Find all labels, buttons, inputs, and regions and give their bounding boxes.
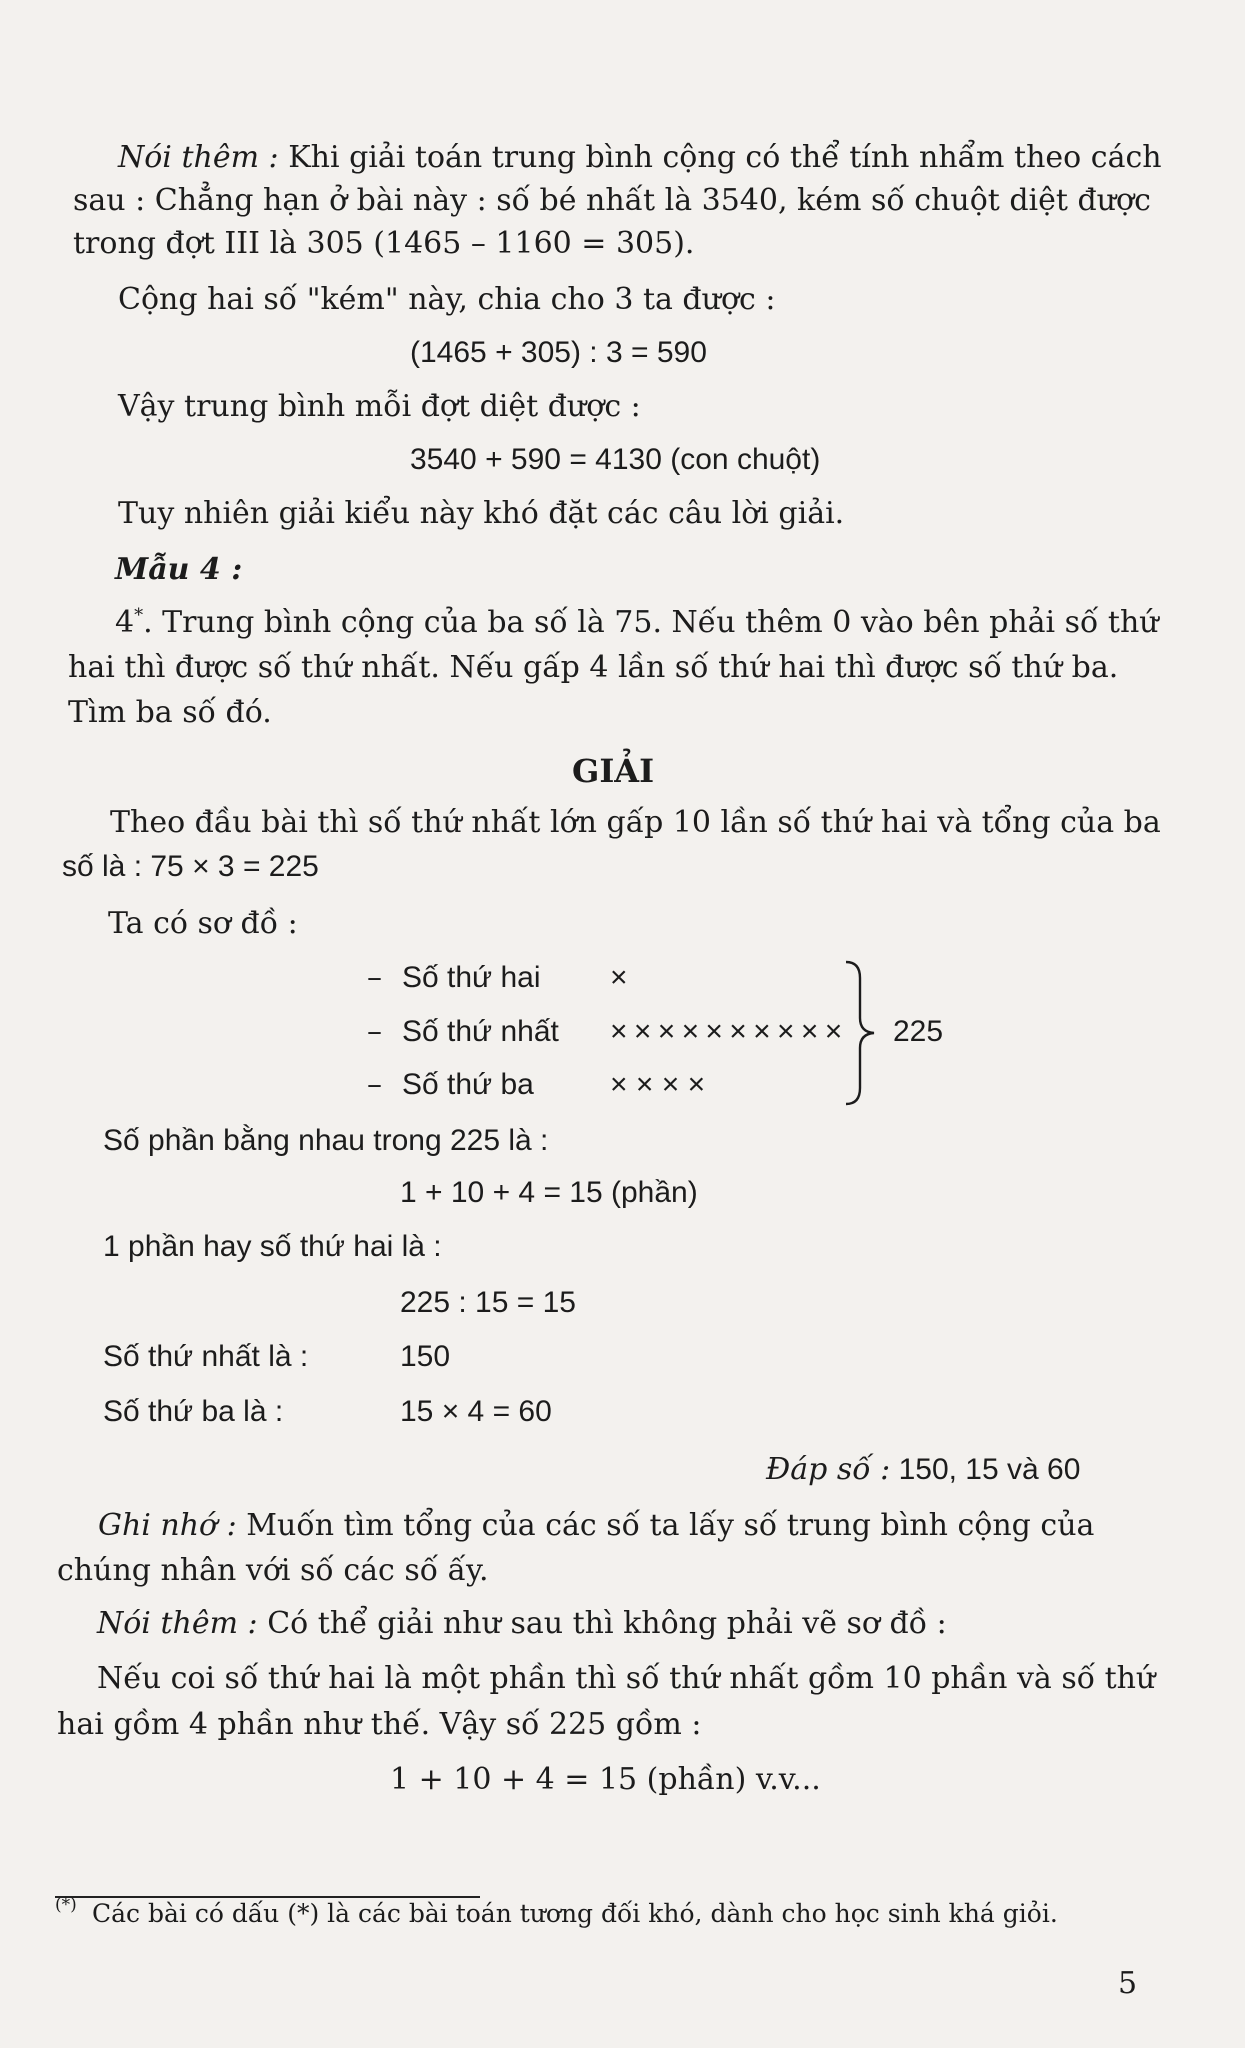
- diagram-label: Số thứ ba: [402, 1068, 534, 1101]
- diagram-label: Số thứ hai: [402, 961, 541, 994]
- note-label: Nói thêm :: [118, 140, 279, 175]
- equation: 3540 + 590 = 4130 (con chuột): [410, 443, 821, 476]
- footnote: Các bài có dấu (*) là các bài toán tương đối khó, dành cho học sinh khá giỏi.: [92, 1899, 1058, 1928]
- diagram-dash: –: [367, 1067, 382, 1102]
- equation: (1465 + 305) : 3 = 590: [410, 336, 707, 369]
- problem-number: 4: [115, 605, 135, 640]
- paragraph: Cộng hai số "kém" này, chia cho 3 ta được :: [118, 282, 776, 317]
- paragraph: Tuy nhiên giải kiểu này khó đặt các câu lời giải.: [118, 496, 845, 531]
- step-text: 1 phần hay số thứ hai là :: [103, 1230, 442, 1263]
- problem-line-1: 4*. Trung bình cộng của ba số là 75. Nếu thêm 0 vào bên phải số thứ: [115, 605, 1159, 640]
- paragraph: hai gồm 4 phần như thế. Vậy số 225 gồm :: [57, 1707, 702, 1742]
- diagram-intro: Ta có sơ đồ :: [108, 906, 298, 941]
- answer-label: Đáp số :: [766, 1452, 891, 1487]
- step-text: Số phần bằng nhau trong 225 là :: [103, 1124, 549, 1157]
- step-value: 150: [400, 1340, 451, 1373]
- section-heading: Mẫu 4 :: [115, 552, 243, 587]
- memo-line-2: chúng nhân với số các số ấy.: [57, 1553, 489, 1588]
- step-equation: 1 + 10 + 4 = 15 (phần): [400, 1176, 698, 1209]
- diagram-marks: × × × ×: [610, 1068, 706, 1101]
- extra-note: Nói thêm : Có thể giải như sau thì không phải vẽ sơ đồ :: [97, 1606, 947, 1641]
- diagram-total: 225: [893, 1015, 944, 1048]
- step-value: 15 × 4 = 60: [400, 1395, 552, 1428]
- solution-heading: GIẢI: [572, 752, 655, 790]
- memo-label: Ghi nhớ :: [98, 1508, 237, 1543]
- problem-line-3: Tìm ba số đó.: [68, 695, 272, 730]
- diagram-label: Số thứ nhất: [402, 1015, 559, 1048]
- step-equation: 225 : 15 = 15: [400, 1286, 576, 1319]
- memo-line-1: Ghi nhớ : Muốn tìm tổng của các số ta lấy số trung bình cộng của: [98, 1508, 1095, 1543]
- problem-line-2: hai thì được số thứ nhất. Nếu gấp 4 lần số thứ hai thì được số thứ ba.: [68, 650, 1119, 685]
- step-label: Số thứ nhất là :: [103, 1340, 309, 1373]
- solution-line-1: Theo đầu bài thì số thứ nhất lớn gấp 10 lần số thứ hai và tổng của ba: [110, 805, 1161, 840]
- step-label: Số thứ ba là :: [103, 1395, 284, 1428]
- curly-brace-icon: [840, 958, 880, 1108]
- diagram-marks: × × × × × × × × × ×: [610, 1015, 842, 1048]
- note-line-2: sau : Chẳng hạn ở bài này : số bé nhất là 3540, kém số chuột diệt được: [73, 183, 1151, 218]
- extra-note-label: Nói thêm :: [97, 1606, 258, 1641]
- star-mark: *: [134, 605, 144, 626]
- answer-value: 150, 15 và 60: [890, 1453, 1081, 1486]
- diagram-marks: ×: [610, 961, 628, 994]
- equation: 1 + 10 + 4 = 15 (phần) v.v...: [390, 1762, 821, 1797]
- answer: [766, 1450, 1080, 1491]
- solution-line-2: số là : 75 × 3 = 225: [62, 850, 319, 883]
- diagram-dash: –: [367, 1014, 382, 1049]
- note-line-3: trong đợt III là 305 (1465 – 1160 = 305).: [73, 226, 695, 261]
- footnote-mark: (*): [55, 1895, 77, 1915]
- page-number: 5: [1118, 1966, 1138, 2001]
- diagram-dash: –: [367, 960, 382, 995]
- paragraph: Nếu coi số thứ hai là một phần thì số thứ nhất gồm 10 phần và số thứ: [97, 1661, 1156, 1696]
- note-line-1: Nói thêm : Khi giải toán trung bình cộng có thể tính nhẩm theo cách: [118, 140, 1162, 175]
- paragraph: Vậy trung bình mỗi đợt diệt được :: [118, 389, 641, 424]
